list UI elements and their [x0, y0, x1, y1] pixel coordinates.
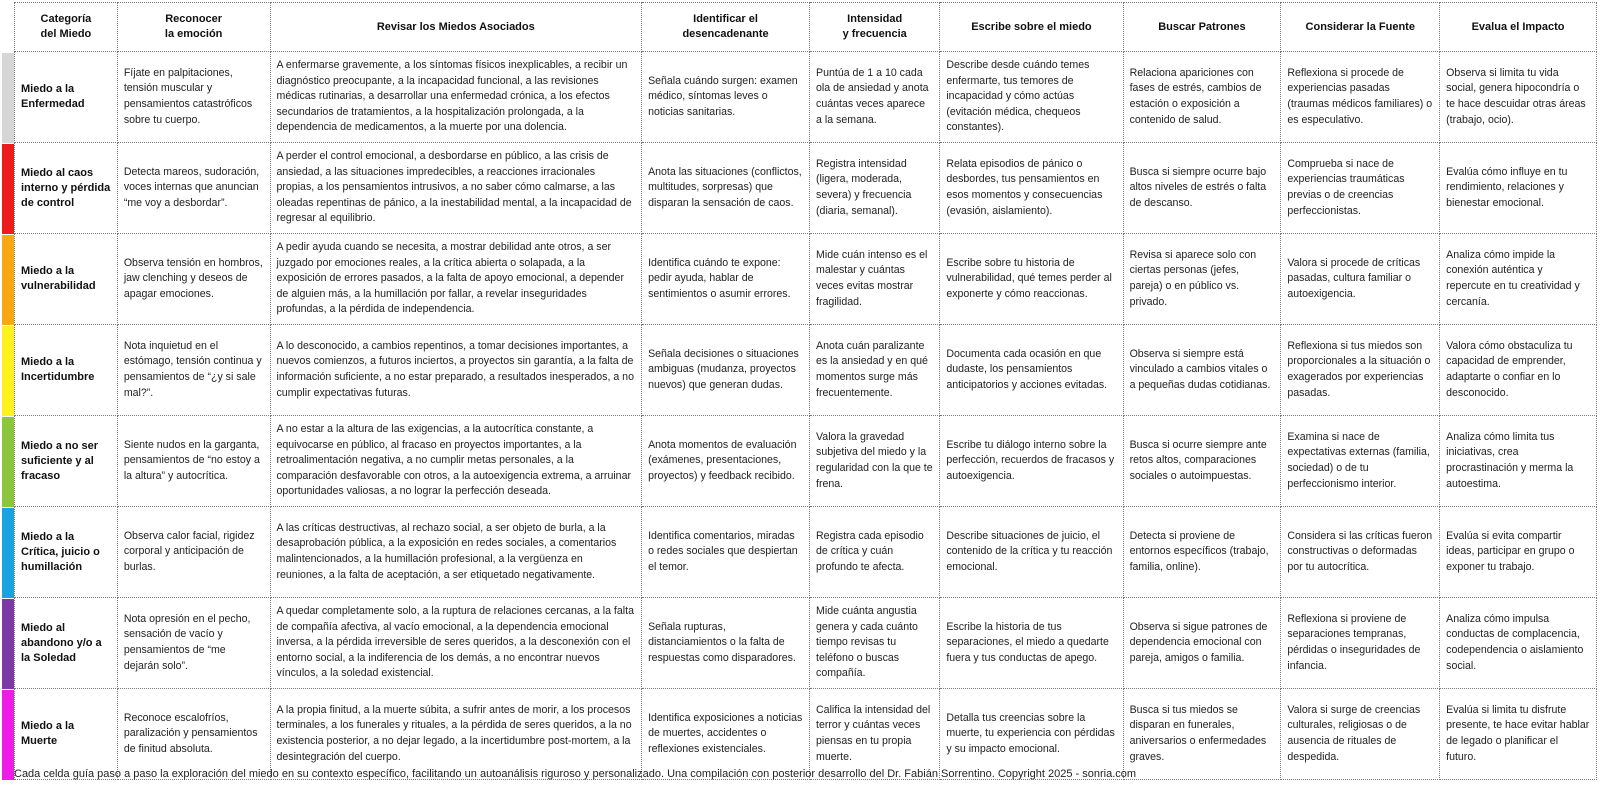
- column-header-line: Revisar los Miedos Asociados: [376, 20, 535, 33]
- table-cell: Analiza cómo impulsa conductas de complacencia, codependencia o aislamiento social.: [1440, 598, 1597, 689]
- category-color-stripe: [2, 508, 14, 598]
- table-cell: Reconoce escalofríos, paralización y pensamientos de finitud absoluta.: [117, 689, 270, 780]
- table-cell: Observa si limita tu vida social, genera hipocondría o te hace descuidar otras áreas (trabajo, ocio).: [1440, 52, 1597, 143]
- table-cell: Mide cuánta angustia genera y cada cuánto tiempo revisas tu teléfono o buscas compañía.: [810, 598, 940, 689]
- table-cell: Registra intensidad (ligera, moderada, severa) y frecuencia (diaria, semanal).: [810, 143, 940, 234]
- table-cell: Analiza cómo limita tus iniciativas, crea procrastinación y merma la autoestima.: [1440, 416, 1597, 507]
- column-header-line: Reconocer: [165, 13, 223, 25]
- column-header-line: Intensidad: [847, 13, 903, 25]
- table-cell: Detecta si proviene de entornos específicos (trabajo, familia, online).: [1123, 507, 1281, 598]
- table-cell: Detalla tus creencias sobre la muerte, tu experiencia con pérdidas y su impacto emocional.: [940, 689, 1123, 780]
- table-cell: Registra cada episodio de crítica y cuán profundo te afecta.: [810, 507, 940, 598]
- column-header: [270, 3, 642, 52]
- column-header: [1281, 3, 1440, 52]
- table-cell: Nota opresión en el pecho, sensación de vacío y pensamientos de “me dejarán solo”.: [117, 598, 270, 689]
- category-cell: Miedo a la Muerte: [15, 689, 118, 780]
- table-cell: Fíjate en palpitaciones, tensión muscular y pensamientos catastróficos sobre tu cuerpo.: [117, 52, 270, 143]
- fear-analysis-table: [14, 2, 1597, 780]
- table-header-row: [15, 3, 1597, 52]
- table-cell: A enfermarse gravemente, a los síntomas físicos inexplicables, a recibir un diagnóstico preocupante, a la incapacidad funcional, a las revisiones médicas rutinarias, a desarrollar una enfermedad crónica, a los efectos secundarios de tratamientos, a la hospitalización prolongada, a la dependencia de medicamentos, a la muerte por una dolencia.: [270, 52, 642, 143]
- column-header: [642, 3, 810, 52]
- column-header: [117, 3, 270, 52]
- table-cell: Comprueba si nace de experiencias traumáticas previas o de creencias perfeccionistas.: [1281, 143, 1440, 234]
- table-cell: Relaciona apariciones con fases de estrés, cambios de estación o exposición a contenido de salud.: [1123, 52, 1281, 143]
- column-header-line: Evalua el Impacto: [1471, 20, 1565, 33]
- table-cell: Considera si las críticas fueron constructivas o deformadas por tu autocrítica.: [1281, 507, 1440, 598]
- table-row: [15, 416, 1597, 507]
- table-cell: Mide cuán intenso es el malestar y cuántas veces evitas mostrar fragilidad.: [810, 234, 940, 325]
- table-cell: Reflexiona si tus miedos son proporcionales a la situación o exagerados por experiencias pasadas.: [1281, 325, 1440, 416]
- column-header-line: y frecuencia: [842, 28, 907, 40]
- table-cell: Anota momentos de evaluación (exámenes, presentaciones, proyectos) y feedback recibido.: [642, 416, 810, 507]
- footer-note: Cada celda guía paso a paso la exploración del miedo en su contexto específico, facilitando un autoanálisis riguroso y personalizado. Una compilación con posterior desarrollo del Dr. Fabián Sorrentino. Copyright 2025 - sonria.com: [14, 768, 1137, 780]
- table-cell: A perder el control emocional, a desbordarse en público, a las crisis de ansiedad, a las situaciones impredecibles, a reacciones irracionales propias, a los pensamientos intrusivos, a no saber cómo calmarse, a las oleadas repentinas de pánico, a la inestabilidad mental, a la incapacidad de regresar al equilibrio.: [270, 143, 642, 234]
- table-cell: Identifica cuándo te expone: pedir ayuda, hablar de sentimientos o asumir errores.: [642, 234, 810, 325]
- category-color-stripe: [2, 144, 14, 234]
- category-cell: Miedo a la vulnerabilidad: [15, 234, 118, 325]
- table-cell: Documenta cada ocasión en que dudaste, los pensamientos anticipatorios y acciones evitadas.: [940, 325, 1123, 416]
- table-cell: A las críticas destructivas, al rechazo social, a ser objeto de burla, a la desaprobación pública, a la exposición en redes sociales, a comentarios malintencionados, a la humillación profesional, a la vergüenza en reuniones, a la falta de aceptación, a ser etiquetado negativamente.: [270, 507, 642, 598]
- table-cell: Valora la gravedad subjetiva del miedo y la regularidad con la que te frena.: [810, 416, 940, 507]
- category-cell: Miedo a la Enfermedad: [15, 52, 118, 143]
- table-cell: Busca si ocurre siempre ante retos altos, comparaciones sociales o autoimpuestas.: [1123, 416, 1281, 507]
- table-cell: A pedir ayuda cuando se necesita, a mostrar debilidad ante otros, a ser juzgado por emociones reales, a la crítica abierta o solapada, a la exposición de errores pasados, a la falta de apoyo emocional, a depender de alguien más, a la humillación por fallar, a revelar inseguridades profundas, a la pérdida de independencia.: [270, 234, 642, 325]
- category-color-stripe: [2, 53, 14, 143]
- column-header-line: la emoción: [164, 28, 223, 40]
- category-cell: Miedo a no ser suficiente y al fracaso: [15, 416, 118, 507]
- column-header-line: Considerar la Fuente: [1305, 20, 1415, 33]
- table-body: [15, 52, 1597, 780]
- table-cell: Siente nudos en la garganta, pensamientos de “no estoy a la altura” y autocrítica.: [117, 416, 270, 507]
- column-header-line: Identificar el: [693, 13, 758, 25]
- table-cell: Puntúa de 1 a 10 cada ola de ansiedad y anota cuántas veces aparece a la semana.: [810, 52, 940, 143]
- column-header: [1440, 3, 1597, 52]
- table-cell: Señala decisiones o situaciones ambiguas (mudanza, proyectos nuevos) que generan dudas.: [642, 325, 810, 416]
- table-cell: Escribe sobre tu historia de vulnerabilidad, qué temes perder al exponerte y cómo reaccionas.: [940, 234, 1123, 325]
- table-cell: Analiza cómo impide la conexión auténtica y repercute en tu creatividad y cercanía.: [1440, 234, 1597, 325]
- table-cell: Describe situaciones de juicio, el contenido de la crítica y tu reacción emocional.: [940, 507, 1123, 598]
- table-cell: Observa tensión en hombros, jaw clenching y deseos de apagar emociones.: [117, 234, 270, 325]
- table-cell: Señala cuándo surgen: examen médico, síntomas leves o noticias sanitarias.: [642, 52, 810, 143]
- category-cell: Miedo al abandono y/o a la Soledad: [15, 598, 118, 689]
- table-cell: Busca si siempre ocurre bajo altos niveles de estrés o falta de descanso.: [1123, 143, 1281, 234]
- table-cell: Valora si procede de críticas pasadas, cultura familiar o autoexigencia.: [1281, 234, 1440, 325]
- column-header-line: Buscar Patrones: [1158, 20, 1246, 33]
- table-cell: Anota cuán paralizante es la ansiedad y en qué momentos surge más frecuentemente.: [810, 325, 940, 416]
- table-row: [15, 234, 1597, 325]
- category-color-stripe: [2, 690, 14, 780]
- table-cell: Observa si siempre está vinculado a cambios vitales o a pequeñas dudas cotidianas.: [1123, 325, 1281, 416]
- table-cell: Escribe tu diálogo interno sobre la perfección, recuerdos de fracasos y autoexigencia.: [940, 416, 1123, 507]
- table-cell: Señala rupturas, distanciamientos o la falta de respuestas como disparadores.: [642, 598, 810, 689]
- table-row: [15, 507, 1597, 598]
- category-cell: Miedo a la Incertidumbre: [15, 325, 118, 416]
- table-cell: Revisa si aparece solo con ciertas personas (jefes, pareja) o en público vs. privado.: [1123, 234, 1281, 325]
- column-header: [810, 3, 940, 52]
- table-row: [15, 598, 1597, 689]
- table-row: [15, 52, 1597, 143]
- table-cell: Califica la intensidad del terror y cuántas veces piensas en tu propia muerte.: [810, 689, 940, 780]
- column-header: [1123, 3, 1281, 52]
- table-cell: A quedar completamente solo, a la ruptura de relaciones cercanas, a la falta de compañía afectiva, al vacío emocional, a la dependencia emocional inversa, a la pérdida irreversible de seres queridos, a la desconexión con el entorno social, a la indiferencia de los demás, a no encontrar nuevos vínculos, a la soledad existencial.: [270, 598, 642, 689]
- column-header: [15, 3, 118, 52]
- table-cell: Evalúa si limita tu disfrute presente, te hace evitar hablar de legado o planificar el futuro.: [1440, 689, 1597, 780]
- column-header-line: Categoría: [40, 13, 92, 25]
- table-cell: Examina si nace de expectativas externas (familia, sociedad) o de tu perfeccionismo interior.: [1281, 416, 1440, 507]
- table-cell: Reflexiona si procede de experiencias pasadas (traumas médicos familiares) o es especulativo.: [1281, 52, 1440, 143]
- table-cell: Observa si sigue patrones de dependencia emocional con pareja, amigos o familia.: [1123, 598, 1281, 689]
- table-cell: Relata episodios de pánico o desbordes, tus pensamientos en esos momentos y consecuencias (evasión, aislamiento).: [940, 143, 1123, 234]
- category-color-stripe: [2, 326, 14, 416]
- category-color-stripe: [2, 235, 14, 325]
- column-header-line: Escribe sobre el miedo: [971, 20, 1092, 33]
- table-cell: Valora si surge de creencias culturales, religiosas o de ausencia de rituales de despedida.: [1281, 689, 1440, 780]
- table-row: [15, 143, 1597, 234]
- table-cell: Evalúa cómo influye en tu rendimiento, relaciones y bienestar emocional.: [1440, 143, 1597, 234]
- table-cell: Identifica exposiciones a noticias de muertes, accidentes o reflexiones existenciales.: [642, 689, 810, 780]
- table-cell: Observa calor facial, rigidez corporal y anticipación de burlas.: [117, 507, 270, 598]
- table-cell: Escribe la historia de tus separaciones, el miedo a quedarte fuera y tus conductas de apego.: [940, 598, 1123, 689]
- category-color-stripe: [2, 599, 14, 689]
- table-cell: A la propia finitud, a la muerte súbita, a sufrir antes de morir, a los procesos terminales, a los funerales y rituales, a la pérdida de seres queridos, a la no existencia posterior, a no dejar legado, a la incertidumbre post-mortem, a la desintegración del cuerpo.: [270, 689, 642, 780]
- table-cell: A no estar a la altura de las exigencias, a la autocrítica constante, a equivocarse en público, al fracaso en proyectos importantes, a la retroalimentación negativa, a no cumplir metas personales, a la comparación desfavorable con otros, a la autoexigencia extrema, a arruinar oportunidades valiosas, a no lograr la perfección deseada.: [270, 416, 642, 507]
- table-row: [15, 325, 1597, 416]
- column-header: [940, 3, 1123, 52]
- table-cell: Anota las situaciones (conflictos, multitudes, sorpresas) que disparan la sensación de caos.: [642, 143, 810, 234]
- column-header-line: del Miedo: [40, 28, 92, 40]
- category-color-stripe: [2, 417, 14, 507]
- category-cell: Miedo al caos interno y pérdida de control: [15, 143, 118, 234]
- table-cell: A lo desconocido, a cambios repentinos, a tomar decisiones importantes, a nuevos comienzos, a futuros inciertos, a proyectos sin garantía, a la falta de información suficiente, a no estar preparado, a resultados inesperados, a no cumplir expectativas futuras.: [270, 325, 642, 416]
- column-header-line: desencadenante: [682, 28, 769, 40]
- table-cell: Valora cómo obstaculiza tu capacidad de emprender, adaptarte o confiar en lo desconocido.: [1440, 325, 1597, 416]
- table-cell: Busca si tus miedos se disparan en funerales, aniversarios o enfermedades graves.: [1123, 689, 1281, 780]
- table-cell: Describe desde cuándo temes enfermarte, tus temores de incapacidad y cómo actúas (evitación médica, chequeos constantes).: [940, 52, 1123, 143]
- category-cell: Miedo a la Crítica, juicio o humillación: [15, 507, 118, 598]
- table-cell: Nota inquietud en el estómago, tensión continua y pensamientos de “¿y si sale mal?”.: [117, 325, 270, 416]
- table-cell: Identifica comentarios, miradas o redes sociales que despiertan el temor.: [642, 507, 810, 598]
- table-cell: Reflexiona si proviene de separaciones tempranas, pérdidas o inseguridades de infancia.: [1281, 598, 1440, 689]
- table-cell: Detecta mareos, sudoración, voces internas que anuncian “me voy a desbordar”.: [117, 143, 270, 234]
- table-cell: Evalúa si evita compartir ideas, participar en grupo o exponer tu trabajo.: [1440, 507, 1597, 598]
